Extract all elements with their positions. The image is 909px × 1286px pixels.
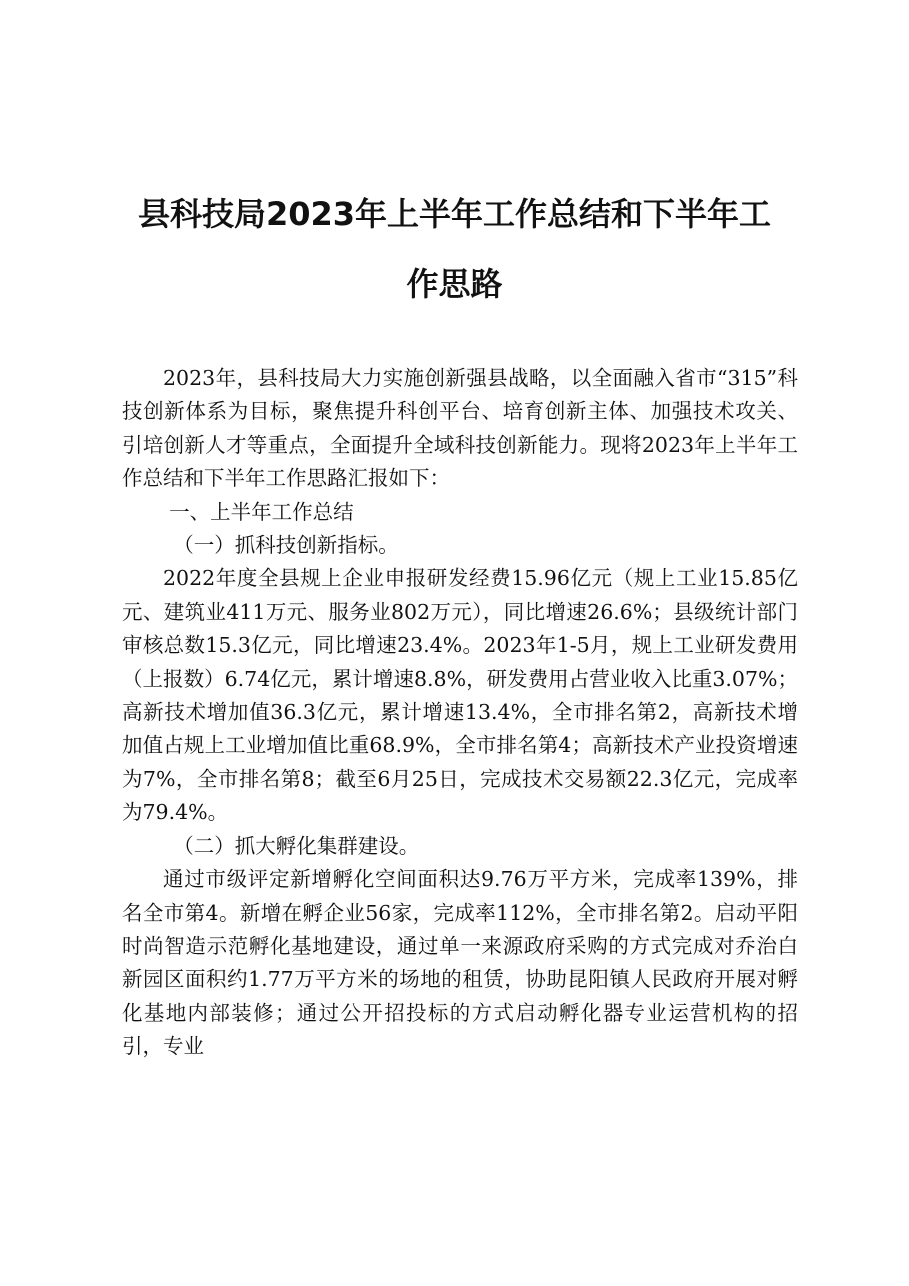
intro-paragraph: 2023年，县科技局大力实施创新强县战略，以全面融入省市“315”科技创新体系为目标，聚焦提升科创平台、培育创新主体、加强技术攻关、引培创新人才等重点，全面提升全域科技创新能力。现将2023年上半年工作总结和下半年工作思路汇报如下：	[122, 366, 798, 491]
paragraph-indicators: 2022年度全县规上企业申报研发经费15.96亿元（规上工业15.85亿元、建筑业411万元、服务业802万元），同比增速26.6%；县级统计部门审核总数15.3亿元，同比增速23.4%。2023年1-5月，规上工业研发费用（上报数）6.74亿元，累计增速8.8%，研发费用占营业收入比重3.07%；高新技术增加值36.3亿元，累计增速13.4%，全市排名第2，高新技术增加值占规上工业增加值比重68.9%，全市排名第4；高新技术产业投资增速为7%，全市排名第8；截至6月25日，完成技术交易额22.3亿元，完成率为79.4%。	[122, 566, 798, 825]
paragraph-incubation: 通过市级评定新增孵化空间面积达9.76万平方米，完成率139%，排名全市第4。新增在孵企业56家，完成率112%，全市排名第2。启动平阳时尚智造示范孵化基地建设，通过单一来源政府采购的方式完成对乔治白新园区面积约1.77万平方米的场地的租赁，协助昆阳镇人民政府开展对孵化基地内部装修；通过公开招投标的方式启动孵化器专业运营机构的招引，专业	[122, 867, 798, 1059]
document-title-line-2: 作思路	[406, 265, 503, 303]
subsection-heading-2: （二）抓大孵化集群建设。	[173, 833, 420, 858]
document-title-line-1: 县科技局2023年上半年工作总结和下半年工	[137, 195, 772, 233]
subsection-heading-1: （一）抓科技创新指标。	[173, 533, 399, 558]
section-heading: 一、上半年工作总结	[169, 499, 354, 524]
document-body	[122, 362, 798, 1064]
